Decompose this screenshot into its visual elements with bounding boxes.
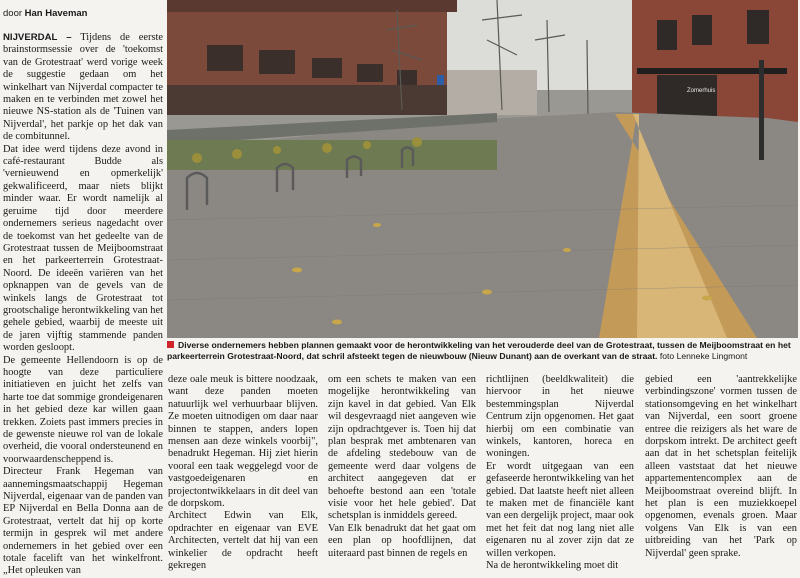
article-paragraph: De gemeente Hellendoorn is op de hoogte van deze particuliere initiatieven en juicht het zelfs van harte toe dat sommige grondeigenaren in het gebied deze kar willen gaan trekken. Zoiets past immers precies in de gewenste nieuwe rol van de lokale overheid, die vooral ondersteunend en voorwaardenscheppend is.	[3, 354, 163, 465]
photo-caption	[167, 340, 798, 362]
photo-credit: foto Lenneke Lingmont	[659, 351, 748, 361]
article-column-1	[168, 374, 318, 572]
article-paragraph	[3, 32, 163, 144]
article-paragraph: gebied een 'aantrekkelijke verbindingszone' vormen tussen de stationsomgeving en het winkelhart van Nijverdal, een soort groene entree die reizigers als het ware de dorpskom intrekt. De architect geeft aan dat in het schetsplan feitelijk alleen vaststaat dat het nieuwe appartementencomplex aan de Meijboomstraat overeind blijft. In het plan is een muziekkoepel opgenomen, evenals groen. Maar volgens Van Elk is van een uitbreiding van het 'Park op Nijverdal' geen sprake.	[645, 374, 797, 559]
article-paragraph: Er wordt uitgegaan van een gefaseerde herontwikkeling van het gebied. Dat laatste heeft niet alleen te maken met de financiële kant van een dergelijk project, maar ook met het feit dat nog lang niet alle eigenaren nu al zover zijn dat ze willen verkopen.	[486, 460, 635, 559]
caption-marker-icon	[167, 341, 174, 348]
byline	[3, 8, 163, 19]
article-paragraph: Architect Edwin van Elk, opdrachter en eigenaar van EVE Architecten, vertelt dat hij van een winkelier de opdracht heeft gekregen	[168, 510, 318, 572]
article-column-4	[645, 374, 797, 559]
article-paragraph: Directeur Frank Hegeman van aannemingsmaatschappij Hegeman Nijverdal, eigenaar van de panden van EP Nijverdal en Bella Donna aan de Grotestraat, vertelt dat hij op korte termijn in gesprek wil met andere ondernemers in het gebied over een totale facelift van het winkelfront. „Het opleuken van	[3, 466, 163, 577]
byline-author: Han Haveman	[24, 8, 88, 19]
article-column-left	[3, 32, 163, 577]
article-paragraph: Na de herontwikkeling moet dit	[486, 560, 619, 572]
article-column-3	[486, 374, 635, 572]
article-kicker: NIJVERDAL –	[3, 32, 72, 43]
article-paragraph: richtlijnen (beeldkwaliteit) die hiervoor in het nieuwe bestemmingsplan Nijverdal Centrum zijn opgenomen. Het gaat hierbij om een combinatie van winkels, kantoren, horeca en woningen.	[486, 374, 634, 460]
article-paragraph: deze oale meuk is bittere noodzaak, want deze panden moeten natuurlijk wel verhuurbaar blijven. Ze moeten uitnodigen om daar naar binnen te stappen, anders lopen mensen aan deze winkels voorbij", benadrukt Hegeman. Hij ziet hierin vooral een taak weggelegd voor de vastgoedeigenaren en projectontwikkelaars in dit deel van de dorpskom.	[168, 374, 318, 510]
shop-sign-right: Zomerhuis	[687, 88, 716, 94]
paragraph-text: Tijdens de eerste brainstormsessie over de 'toekomst van de Grotestraat' werd vorige week de suggestie gedaan om het winkelhart van Nijverdal compacter te maken en te verbinden met zowel het nieuwe NS-station als de 'Tuinen van Nijverdal', het parkje op het dak van de combitunnel.	[3, 32, 163, 143]
article-column-2	[328, 374, 476, 559]
street-photo	[167, 0, 798, 338]
article-paragraph: Dat idee werd tijdens deze avond in café-restaurant Budde als 'vernieuwend en opmerkelijk' gekwalificeerd, maar niets blijkt minder waar. Er wordt namelijk al geruime tijd door meerdere ondernemers serieus nagedacht over de toekomst van het gedeelte van de Grotestraat tussen de Meijboomstraat en het parkeerterrein Grotestraat-Noord. De ideeën variëren van het opknappen van de gevels van de winkels langs de Grotestraat tot grootschalige herontwikkeling van het gehele gebied, waarbij de meeste uit de jaren vijftig stammende panden worden gesloopt.	[3, 143, 163, 354]
article-paragraph: Van Elk benadrukt dat het gaat om een plan op hoofdlijnen, dat uiteraard past binnen de regels en	[328, 522, 476, 559]
article-paragraph: om een schets te maken van een mogelijke herontwikkeling van zijn kavel in dat gebied. Van Elk wil desgevraagd niet aangeven wie zijn opdrachtgever is. Toen hij dat plan besprak met ambtenaren van de afdeling stedebouw van de gemeente werd daar volgens de architect aangegeven dat er behoefte bestond aan een 'totale visie voor het hele gebied'. Dat schetsplan is inmiddels gereed.	[328, 374, 476, 522]
byline-prefix: door	[3, 8, 23, 19]
caption-text: Diverse ondernemers hebben plannen gemaakt voor de herontwikkeling van het verouderde deel van de Grotestraat, tussen de Meijboomstraat en het parkeerterrein Grotestraat-Noord, dat schril afsteekt tegen de nieuwbouw (Nieuw Dunant) aan de overkant van de straat.	[167, 340, 791, 361]
